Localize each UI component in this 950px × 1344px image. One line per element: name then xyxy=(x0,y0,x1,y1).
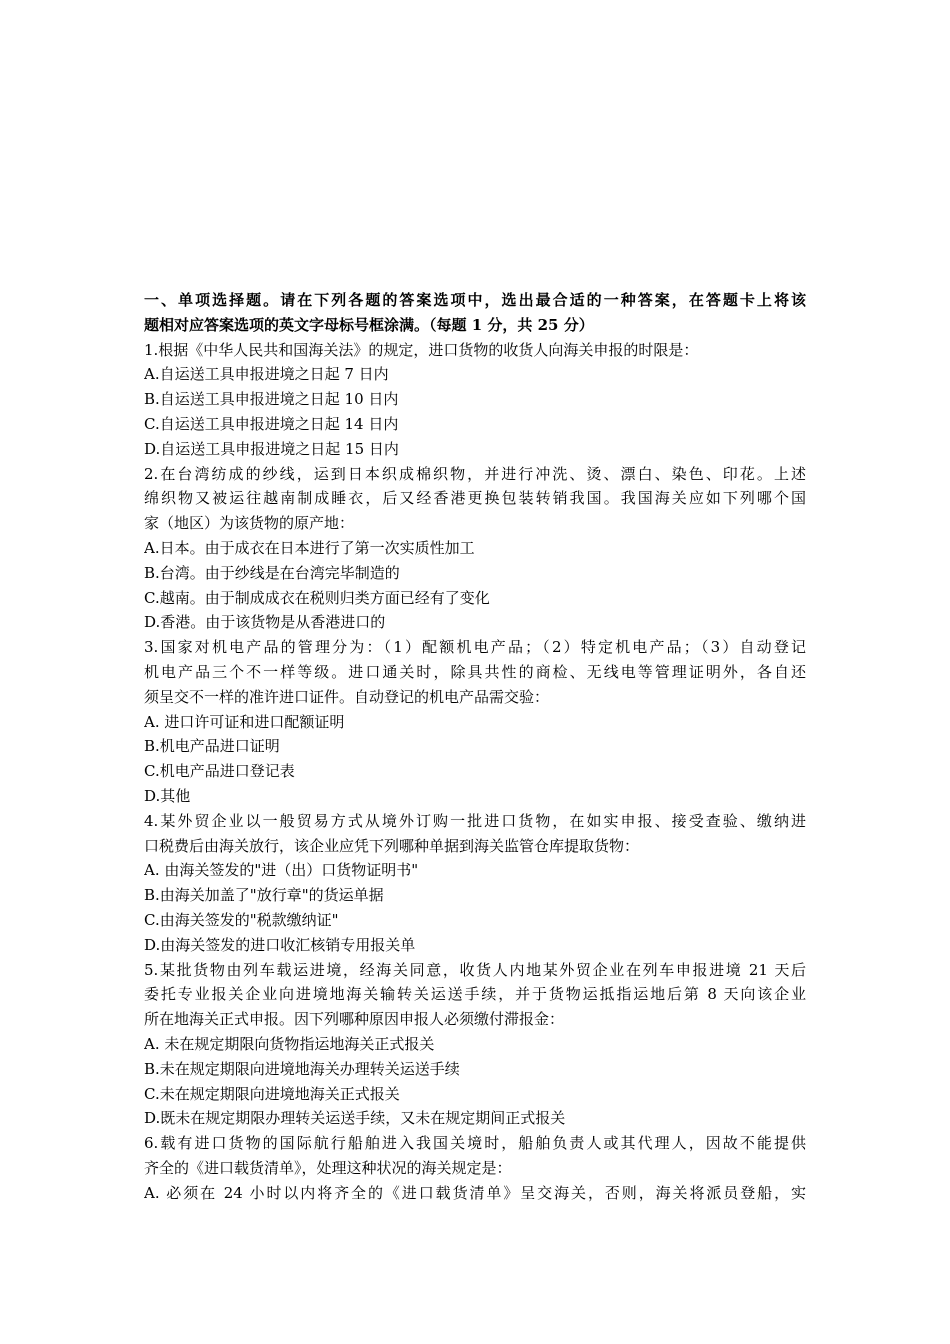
question-stem: 5.某批货物由列车载运进境，经海关同意，收货人内地某外贸企业在列车申报进境 21 天后 xyxy=(144,960,806,979)
option-d: D.其他 xyxy=(144,786,191,805)
heading-line: 题相对应答案选项的英文字母标号框涂满。（每题 1 分，共 25 分） xyxy=(144,315,594,334)
document-page xyxy=(144,288,806,1205)
question-stem: 家（地区）为该货物的原产地： xyxy=(144,514,355,533)
option-c: C.越南。由于制成成衣在税则归类方面已经有了变化 xyxy=(144,588,490,607)
question-3 xyxy=(144,635,806,809)
option-d: D.香港。由于该货物是从香港进口的 xyxy=(144,613,386,632)
question-stem: 机电产品三个不一样等级。进口通关时，除具共性的商检、无线电等管理证明外，各自还 xyxy=(144,662,806,681)
option-b: B.未在规定期限向进境地海关办理转关运送手续 xyxy=(144,1059,460,1078)
question-1 xyxy=(144,338,806,462)
question-stem: 须呈交不一样的准许进口证件。自动登记的机电产品需交验： xyxy=(144,687,550,706)
question-5 xyxy=(144,958,806,1132)
option-a: A. 必须在 24 小时以内将齐全的《进口载货清单》呈交海关，否则，海关将派员登船，实 xyxy=(144,1183,806,1202)
question-4 xyxy=(144,809,806,958)
heading-line: 一、单项选择题。请在下列各题的答案选项中，选出最合适的一种答案，在答题卡上将该 xyxy=(144,291,806,309)
option-c: C.由海关签发的"税款缴纳证" xyxy=(144,910,339,929)
option-b: B.台湾。由于纱线是在台湾完毕制造的 xyxy=(144,563,400,582)
option-a: A. 由海关签发的"进（出）口货物证明书" xyxy=(144,861,419,880)
option-b: B.机电产品进口证明 xyxy=(144,737,280,756)
question-stem: 6.载有进口货物的国际航行船舶进入我国关境时，船舶负责人或其代理人，因故不能提供 xyxy=(144,1134,806,1153)
question-6 xyxy=(144,1131,806,1205)
option-a: A. 未在规定期限向货物指运地海关正式报关 xyxy=(144,1034,435,1053)
question-stem: 绵织物又被运往越南制成睡衣，后又经香港更换包装转销我国。我国海关应如下列哪个国 xyxy=(144,489,806,508)
question-stem: 3.国家对机电产品的管理分为：（1）配额机电产品；（2）特定机电产品；（3）自动登记 xyxy=(144,638,806,657)
option-c: C.自运送工具申报进境之日起 14 日内 xyxy=(144,414,399,433)
option-c: C.机电产品进口登记表 xyxy=(144,762,295,781)
option-b: B.由海关加盖了"放行章"的货运单据 xyxy=(144,886,384,905)
question-stem: 所在地海关正式申报。因下列哪种原因申报人必须缴付滞报金： xyxy=(144,1010,565,1029)
option-b: B.自运送工具申报进境之日起 10 日内 xyxy=(144,390,399,409)
question-2 xyxy=(144,462,806,636)
section-heading xyxy=(144,288,806,338)
question-stem: 2.在台湾纺成的纱线，运到日本织成棉织物，并进行冲洗、烫、漂白、染色、印花。上述 xyxy=(144,464,806,483)
question-stem: 口税费后由海关放行，该企业应凭下列哪种单据到海关监管仓库提取货物： xyxy=(144,836,640,855)
option-d: D.既未在规定期限办理转关运送手续，又未在规定期间正式报关 xyxy=(144,1109,566,1128)
question-stem: 4.某外贸企业以一般贸易方式从境外订购一批进口货物，在如实申报、接受查验、缴纳进 xyxy=(144,811,806,830)
option-a: A.自运送工具申报进境之日起 7 日内 xyxy=(144,365,389,384)
question-stem: 1.根据《中华人民共和国海关法》的规定，进口货物的收货人向海关申报的时限是： xyxy=(144,340,699,359)
option-d: D.由海关签发的进口收汇核销专用报关单 xyxy=(144,935,416,954)
option-c: C.未在规定期限向进境地海关正式报关 xyxy=(144,1084,400,1103)
option-a: A. 进口许可证和进口配额证明 xyxy=(144,712,345,731)
question-stem: 齐全的《进口载货清单》，处理这种状况的海关规定是： xyxy=(144,1158,512,1177)
option-d: D.自运送工具申报进境之日起 15 日内 xyxy=(144,439,399,458)
option-a: A.日本。由于成衣在日本进行了第一次实质性加工 xyxy=(144,538,475,557)
question-stem: 委托专业报关企业向进境地海关输转关运送手续，并于货物运抵指运地后第 8 天向该企业 xyxy=(144,985,806,1004)
